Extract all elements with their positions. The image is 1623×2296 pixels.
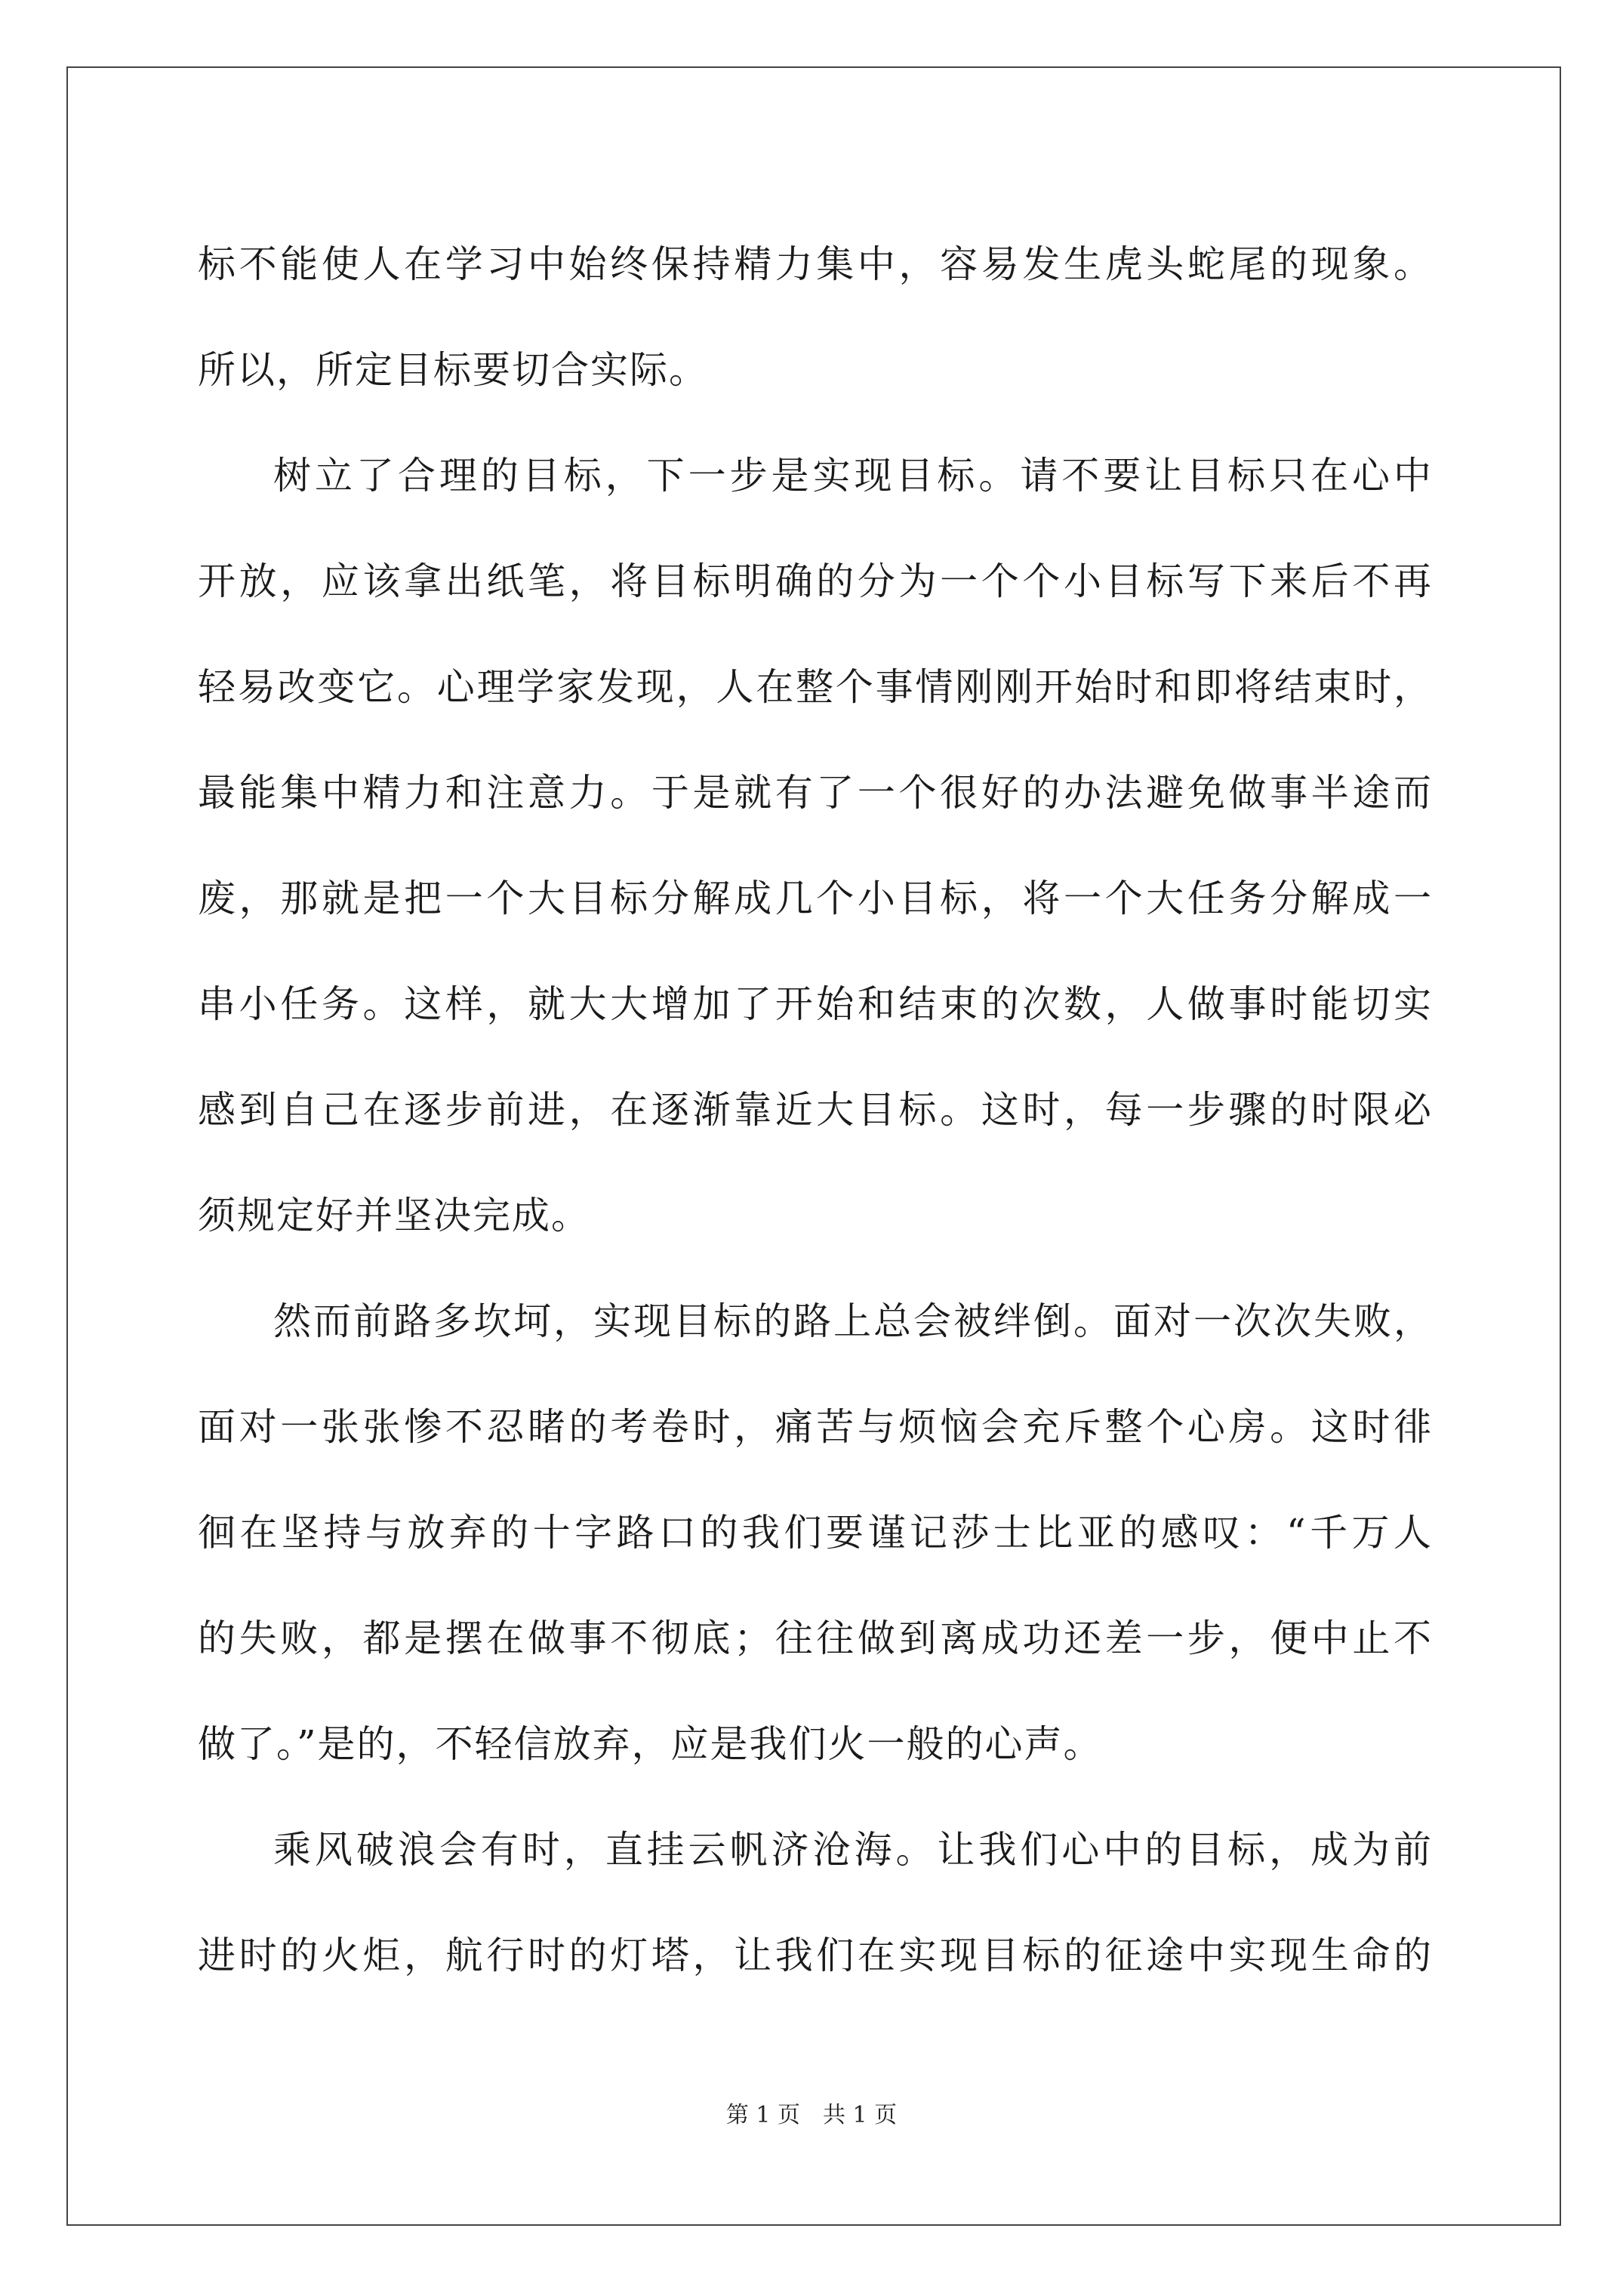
total-pages: 共 1 页 <box>823 2102 898 2128</box>
text-line: 须规定好并坚决完成。 <box>198 1194 590 1237</box>
text-line: 轻易改变它。心理学家发现，人在整个事情刚刚开始时和即将结束时， <box>198 665 1433 709</box>
page-number: 第 1 页 <box>725 2102 800 2128</box>
text-line: 所以，所定目标要切合实际。 <box>198 348 708 392</box>
text-line: 做了。”是的，不轻信放弃，应是我们火一般的心声。 <box>198 1722 1103 1766</box>
paragraph-first-line: 树立了合理的目标，下一步是实现目标。请不要让目标只在心中 <box>273 454 1433 498</box>
text-line: 进时的火炬，航行时的灯塔，让我们在实现目标的征途中实现生命的 <box>198 1934 1433 1977</box>
text-line: 标不能使人在学习中始终保持精力集中，容易发生虎头蛇尾的现象。 <box>198 242 1433 286</box>
paragraph-first-line: 然而前路多坎坷，实现目标的路上总会被绊倒。面对一次次失败， <box>273 1299 1433 1343</box>
text-line: 面对一张张惨不忍睹的考卷时，痛苦与烦恼会充斥整个心房。这时徘 <box>198 1405 1433 1449</box>
text-line: 的失败，都是摆在做事不彻底；往往做到离成功还差一步，便中止不 <box>198 1616 1433 1660</box>
document-body <box>198 211 1433 2008</box>
text-line: 最能集中精力和注意力。于是就有了一个很好的办法避免做事半途而 <box>198 771 1433 815</box>
text-line: 串小任务。这样，就大大增加了开始和结束的次数，人做事时能切实 <box>198 982 1433 1026</box>
page-footer <box>0 2100 1623 2131</box>
text-line: 感到自己在逐步前进，在逐渐靠近大目标。这时，每一步骤的时限必 <box>198 1088 1433 1132</box>
text-line: 徊在坚持与放弃的十字路口的我们要谨记莎士比亚的感叹：“千万人 <box>198 1511 1433 1555</box>
text-line: 开放，应该拿出纸笔，将目标明确的分为一个个小目标写下来后不再 <box>198 559 1433 603</box>
paragraph-first-line: 乘风破浪会有时，直挂云帆济沧海。让我们心中的目标，成为前 <box>273 1828 1433 1872</box>
text-line: 废，那就是把一个大目标分解成几个小目标，将一个大任务分解成一 <box>198 877 1433 920</box>
